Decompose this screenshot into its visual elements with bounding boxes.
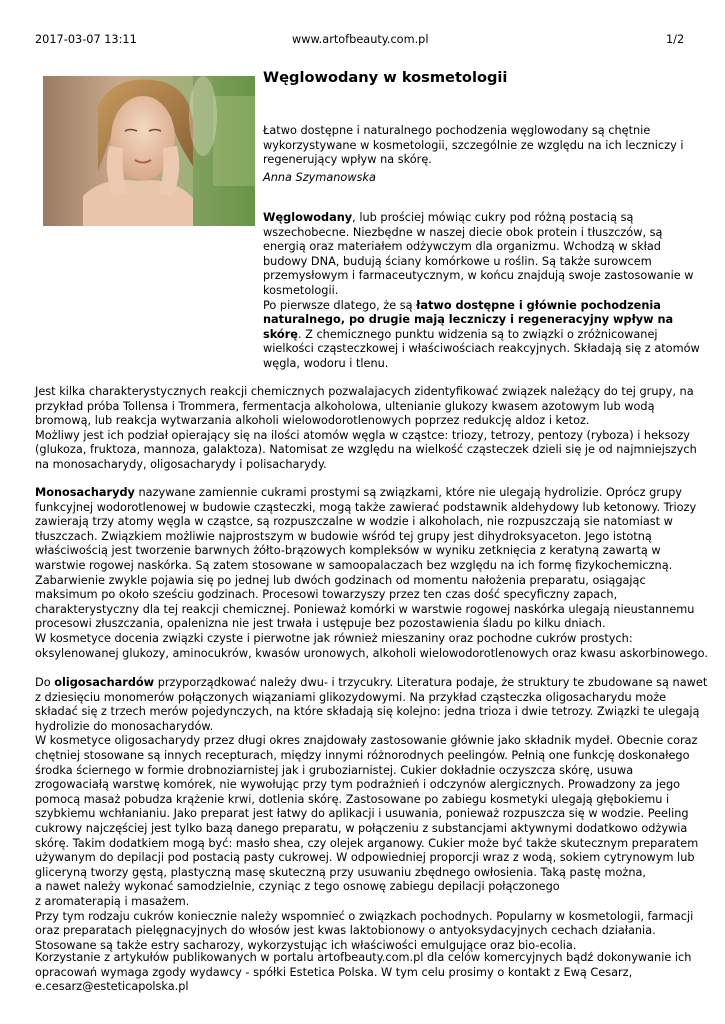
body-line: Zabarwienie zwykle pojawia się po jednej lub dwóch godzinach od momentu nałożenia preparatu, osiągając [35,573,646,587]
keyword-oligosachardow: oligosachardów [54,676,155,689]
intro-line: węgla, wodoru i tlenu. [263,356,389,370]
intro-line: naturalnego, po drugie mają leczniczy i regeneracyjny wpływ na [263,313,674,327]
body-line: hydrolizie do monosacharydów. [35,719,214,733]
intro-line: przemysłowym i farmaceutycznym, w końcu znajdują swoje zastosowanie w [263,269,694,283]
body-line: składać się z trzech merów pojedynczych, na które składają się kolejno: jedna trioza i dwie tetrozy. Związki te ulegają [35,705,700,719]
body-line: zawierają trzy atomy węgla w cząstce, są rozpuszczalne w wodzie i alkoholach, nie rozpuszczają sie natomiast w [35,515,673,529]
body-line: używanym do depilacji pod postacią pasty cukrowej. W odpowiedniej proporcji wraz z wodą, sokiem cytrynowym lub [35,851,695,865]
footer-line: Korzystanie z artykułów publikowanych w portalu artofbeauty.com.pl dla celów komercyjnych bądź dokonywanie ich [35,951,692,964]
body-line: W kosmetyce docenia związki czyste i pierwotne jak również mieszaniny oraz pochodne cukrów prostych: [35,631,633,645]
body-line: oksylenowanej glukozy, aminocukrów, kwasów uronowych, alkoholi wielowodorotlenowych oraz kwasu askorbinowego. [35,646,708,660]
body-line: Jest kilka charakterystycznych reakcji chemicznych pozwalajacych zidentyfikować związek należący do tej grupy, na [35,385,694,398]
contact-email: e.cesarz@esteticapolska.pl [35,980,189,994]
body-line: warstwie rogowej naskórka. Są zatem stosowane w samoopalaczach bez względu na ich formę fizykochemiczną. [35,558,673,572]
article-photo [43,76,255,226]
body-line: pomocą masaż pobudza krążenie krwi, dotlenia skórę. Zastosowane po zabiegu kosmetyki ulegają głębokiemu i [35,792,670,806]
intro-line: skórę. Z chemicznego punktu widzenia są to związki o zróżnicowanej [263,327,658,341]
lead-line: Łatwo dostępne i naturalnego pochodzenia węglowodany są chętnie [263,124,651,137]
article-lead [263,124,693,168]
intro-line: Węglowodany, lub prościej mówiąc cukry pod różną postacią są [263,211,634,224]
intro-line: wszechobecne. Niezbędne w naszej diecie obok protein i tłuszczów, są [263,225,663,239]
intro-line: Po pierwsze dlatego, że są łatwo dostępne i głównie pochodzenia [263,298,661,312]
body-line: skórę. Takim dodatkiem mogą być: masło shea, czy olejek arganowy. Cukier może być także skutecznym preparatem [35,836,699,850]
lead-line: wykorzystywane w kosmetologii, szczególnie ze względu na ich leczniczy i [263,138,684,152]
monosaccharides-paragraph [35,486,708,661]
keyword-monosacharydy: Monosacharydy [35,486,135,499]
intro-paragraph [263,211,700,372]
print-site-url: www.artofbeauty.com.pl [292,33,429,46]
body-line: szybkiemu wchłanianiu. Jako preparat jest łatwy do aplikacji i usuwania, ponieważ rozpuszcza się w wodzie. Peeling [35,807,689,821]
body-line: przykład próba Tollensa i Trommera, fermentacja alkoholowa, ultenianie glukozy kwasem azotowym lub wodą [35,399,655,413]
body-line: środka ściernego w formie drobnoziarnistej jak i gruboziarnistej. Cukier dokładnie oczyszcza skórę, usuwa [35,763,634,777]
body-line: maksimum po około sześciu godzinach. Procesowi towarzyszy przez ten czas dość specyficzny zapach, [35,588,618,602]
intro-line: kosmetologii. [263,283,339,297]
intro-line: energią oraz materiałem odżywczym dla organizmu. Wchodzą w skład [263,240,661,254]
body-line: charakterystyczny dla tej reakcji chemicznej. Ponieważ komórki w warstwie rogowej naskórka ulegają nieustannemu [35,602,695,616]
body-line: chętniej stosowane są innych recepturach, między innymi różnorodnych peelingów. Pełnią one funkcję doskonałego [35,748,690,762]
footer-line: opracowań wymaga zgody wydawcy - spółki Estetica Polska. W tym celu prosimy o kontakt z Ewą Cesarz, [35,965,633,979]
body-line: funkcyjnej wodorotlenowej w budowie cząsteczki, mogą także zawierać podstawnik aldehydowy lub ketonowy. Triozy [35,500,697,514]
oligosaccharides-paragraph [35,676,708,953]
intro-line: wielkości cząsteczkowej i właściwościach reakcyjnych. Składają się z atomów [263,342,700,356]
body-line: tłuszczach. Związkiem możliwie najprostszym w budowie wśród tej grupy jest dihydroksyaceton. Jego istotną [35,529,652,543]
body-line: cukrowy najczęściej jest tylko bazą danego preparatu, w połączeniu z substancjami aktywnymi dodatkowo odżywia [35,821,688,835]
body-line: Stosowane są także estry sacharozy, wykorzystując ich właściwości emulgujące oraz bio-ecolia. [35,938,577,952]
print-datetime: 2017-03-07 13:11 [35,33,137,46]
body-line: Przy tym rodzaju cukrów koniecznie należy wspomnieć o związkach pochodnych. Popularny w kosmetologii, farmacji [35,909,694,923]
body-line: oraz preparatach pielęgnacyjnych do włosów jest kwas laktobionowy o antyoksydacyjnych cechach działania. [35,924,656,938]
body-line: z dziesięciu monomerów połączonych wiązaniami glikozydowymi. Na przykład cząsteczka oligosacharydu może [35,690,667,704]
body-line: procesowi złuszczania, opalenizna nie jest trwała i ustępuje bez pozostawienia śladu po kilku dniach. [35,617,606,631]
body-line: właściwością jest tworzenie barwnych żółto-brązowych kompleksów w wyniku zetknięcia z keratyną zawartą w [35,544,661,558]
body-line: Monosacharydy nazywane zamiennie cukrami prostymi są związkami, które nie ulegają hydrolizie. Oprócz grupy [35,486,682,499]
body-line: a nawet należy wykonać samodzielnie, czyniąc z tego osnowę zabiegu depilacji połączonego [35,880,560,894]
body-line: Do oligosachardów przyporządkować należy dwu- i trzycukry. Literatura podaje, że struktury te zbudowane są nawet [35,676,708,689]
body-line: z aromaterapią i masażem. [35,894,190,908]
body-line: Możliwy jest ich podział opierający się na ilości atomów węgla w cząstce: triozy, tetrozy, pentozy (ryboza) i heksozy [35,428,690,442]
article-title: Węglowodany w kosmetologii [263,69,508,86]
copyright-notice [35,951,695,995]
body-line: W kosmetyce oligosacharydy przez długi okres znajdowały zastosowanie głównie jako składnik mydeł. Obecnie coraz [35,734,698,748]
body-line: (glukoza, fruktoza, mannoza, galaktoza). Natomisat ze względu na wielkość cząsteczek dzieli się je od najmniejszych [35,443,697,457]
body-line: bromową, lub reakcja wytwarzania alkoholi wielowodorotlenowych poprzez redukcję aldoz i ketoz. [35,414,590,428]
body-line: gliceryną tworzy gęstą, plastyczną masę skuteczną przy usuwaniu zbędnego owłosienia. Taką pastę można, [35,865,646,879]
print-page-number: 1/2 [666,33,685,46]
intro-line: budowy DNA, budują ściany komórkowe u roślin. Są także surowcem [263,254,652,268]
body-line: zrogowaciałą warstwę komórek, nie wywołując przy tym podrażnień i odczynów alergicznych. Prowadzony za jego [35,778,681,792]
keyword-weglowodany: Węglowodany [263,211,353,224]
lead-line: regenerujący wpływ na skórę. [263,153,432,167]
body-line: na monosacharydy, oligosacharydy i polisacharydy. [35,457,327,471]
reactions-paragraph [35,385,695,473]
article-author: Anna Szymanowska [263,171,376,184]
woman-face-photo [43,76,255,226]
